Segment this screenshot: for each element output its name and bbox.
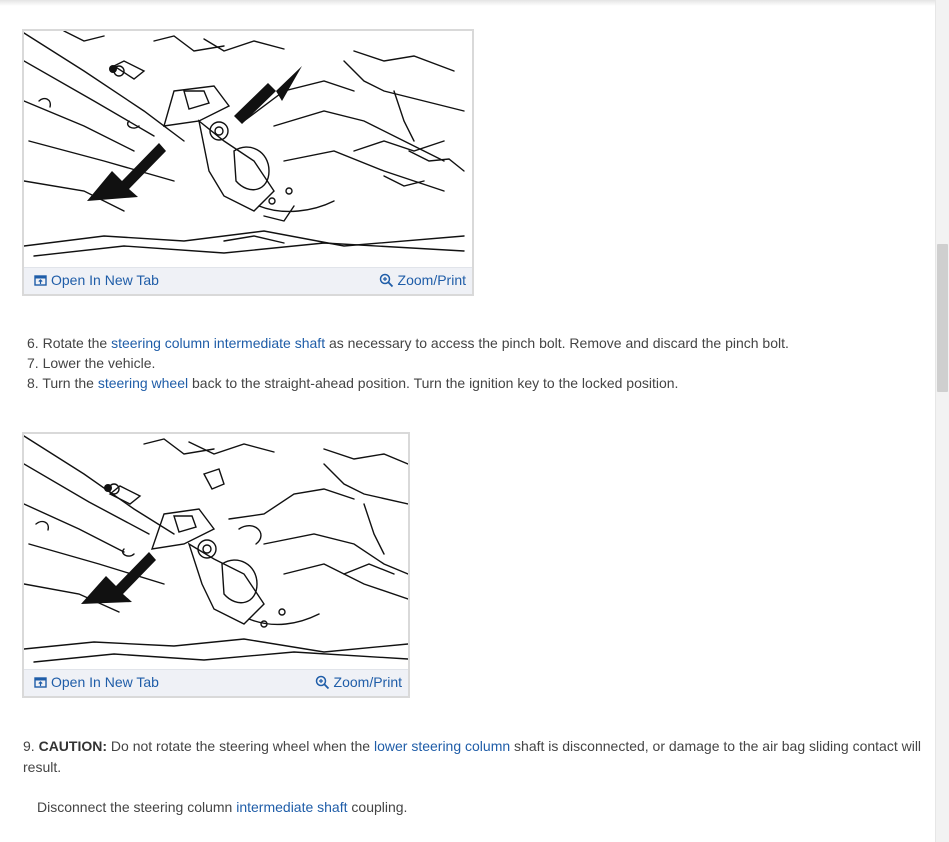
- scrollbar-thumb[interactable]: [937, 244, 948, 392]
- figure-2-zoom-print[interactable]: [315, 674, 402, 690]
- figure-1-zoom-print[interactable]: [379, 272, 466, 288]
- figure-2-zoom-label: Zoom/Print: [333, 674, 402, 690]
- figure-2-open-label: Open In New Tab: [51, 674, 159, 690]
- scrollbar-track[interactable]: [935, 0, 949, 842]
- figure-1-zoom-label: Zoom/Print: [397, 272, 466, 288]
- step-6: [27, 333, 789, 353]
- step-7-text: Lower the vehicle.: [42, 355, 156, 371]
- figure-1-illustration: [24, 31, 472, 268]
- open-tab-icon: [34, 274, 47, 287]
- caution-label: CAUTION:: [38, 738, 108, 754]
- step-9-text-post: shaft is disconnected, or damage to the air bag sliding contact will result.: [23, 738, 922, 775]
- substep-text-pre: Disconnect the steering column: [37, 799, 233, 815]
- step-8-text-post: back to the straight-ahead position. Turn the ignition key to the locked position.: [192, 375, 679, 391]
- zoom-icon: [379, 273, 394, 288]
- step-7-number: 7.: [27, 355, 39, 371]
- figure-2-illustration: [24, 434, 408, 670]
- zoom-icon: [315, 675, 330, 690]
- step-9-text-pre: Do not rotate the steering wheel when the: [110, 738, 371, 754]
- substep-text-post: coupling.: [351, 799, 408, 815]
- figure-1-open-new-tab[interactable]: [34, 272, 159, 288]
- step-7: [27, 353, 155, 373]
- step-6-text-pre: Rotate the: [42, 335, 108, 351]
- step-9-substep: [37, 797, 407, 817]
- steering-wheel-link[interactable]: steering wheel: [97, 375, 189, 391]
- step-6-number: 6.: [27, 335, 39, 351]
- lower-steering-column-link[interactable]: lower steering column: [373, 738, 511, 754]
- intermediate-shaft-link[interactable]: intermediate shaft: [236, 799, 348, 815]
- figure-1-toolbar: [24, 267, 472, 294]
- steering-column-intermediate-shaft-link[interactable]: steering column intermediate shaft: [111, 335, 326, 351]
- figure-1-open-label: Open In New Tab: [51, 272, 159, 288]
- figure-2-open-new-tab[interactable]: [34, 674, 159, 690]
- open-tab-icon: [34, 676, 47, 689]
- step-9: [23, 736, 923, 778]
- figure-1: [22, 29, 474, 296]
- step-8: [27, 373, 678, 393]
- figure-2-toolbar: [24, 669, 408, 696]
- figure-2: [22, 432, 410, 698]
- step-8-number: 8.: [27, 375, 39, 391]
- step-9-number: 9.: [23, 738, 35, 754]
- step-6-text-post: as necessary to access the pinch bolt. Remove and discard the pinch bolt.: [328, 335, 789, 351]
- top-shadow: [0, 0, 935, 6]
- step-8-text-pre: Turn the: [42, 375, 94, 391]
